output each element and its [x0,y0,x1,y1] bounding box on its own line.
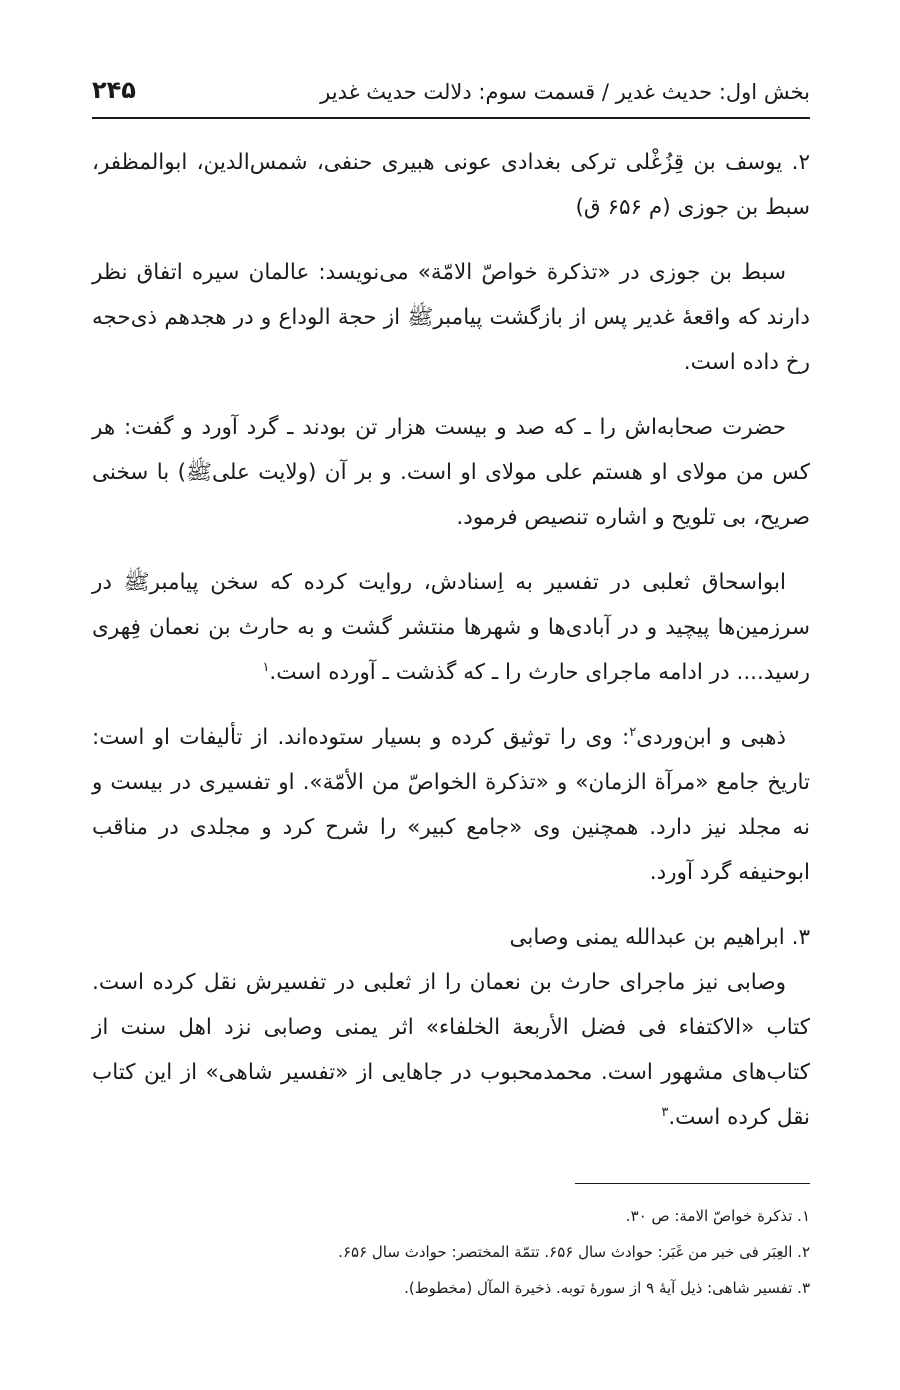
footnote-2: ۲. العِبَر فی خبر من غَبَر: حوادث سال ۶۵۶. تتمّة المختصر: حوادث سال ۶۵۶. [338,1243,810,1261]
page-header [92,74,810,114]
running-title: بخش اول: حدیث غدیر / قسمت سوم: دلالت حدیث غدیر [320,80,810,104]
footnote-ref-1[interactable]: ۱ [262,659,270,675]
paragraph-2: سبط بن جوزی در «تذکرة خواصّ الامّة» می‌نویسد: عالمان سیره اتفاق نظر دارند که واقعهٔ غدیر پس از بازگشت پیامبرﷺ از حجة الوداع و در هجدهم ذی‌حجه رخ داده است. [92,260,810,375]
paragraph-5 [92,715,810,895]
paragraph-7 [92,960,810,1140]
paragraph-3: حضرت صحابه‌اش را ـ که صد و بیست هزار تن بودند ـ گرد آورد و گفت: هر کس من مولای او هستم علی مولای او است. و بر آن (ولایت علی‌ﷺ) با سخنی صریح، بی تلویح و اشاره تنصیص فرمود. [92,415,810,530]
body-text [92,140,810,1160]
footnote-1: ۱. تذکرة خواصّ الامة: ص ۳۰. [625,1207,810,1225]
paragraph-5-text-a: ذهبی و ابن‌وردی [636,725,786,750]
footnote-rule [575,1183,810,1184]
footnote-3: ۳. تفسیر شاهی: ذیل آیهٔ ۹ از سورهٔ توبه. ذخیرة المآل (مخطوط). [404,1279,810,1297]
paragraph-5-text-b: : وی را توثیق کرده و بسیار ستوده‌اند. از تألیفات او است: تاریخ جامع «مرآة الزمان» و «تذکرة الخواصّ من الأمّة». او تفسیری در بیست و نه مجلد نیز دارد. همچنین وی «جامع کبیر» را شرح کرد و مجلدی در مناقب ابوحنیفه گرد آورد. [92,725,810,885]
paragraph-heading-3: ۳. ابراهیم بن عبدالله یمنی وصابی [509,925,810,950]
page-number: ۲۴۵ [92,76,136,104]
header-rule [92,117,810,119]
footnote-ref-2[interactable]: ۲ [629,724,637,740]
paragraph-7-text: وصابی نیز ماجرای حارث بن نعمان را از ثعلبی در تفسیرش نقل کرده است. کتاب «الاکتفاء فی فضل الأربعة الخلفاء» اثر یمنی وصابی نزد اهل سنت از کتاب‌های مشهور است. محمدمحبوب در جاهایی از «تفسیر شاهی» از این کتاب نقل کرده است. [92,970,810,1130]
paragraph-4 [92,560,810,695]
footnote-ref-3[interactable]: ۳ [661,1104,669,1120]
footnotes [92,1198,810,1306]
paragraph-heading-2: ۲. یوسف بن قِزُغْلی ترکی بغدادی عونی هبیری حنفی، شمس‌الدین، ابوالمظفر، سبط بن جوزی (م ۶۵۶ ق) [92,150,810,220]
paragraph-4-text: ابواسحاق ثعلبی در تفسیر به اِسنادش، روایت کرده که سخن پیامبرﷺ در سرزمین‌ها پیچید و در آبادی‌ها و شهرها منتشر گشت و به حارث بن نعمان فِهری رسید.... در ادامه ماجرای حارث را ـ که گذشت ـ آورده است. [92,570,810,685]
